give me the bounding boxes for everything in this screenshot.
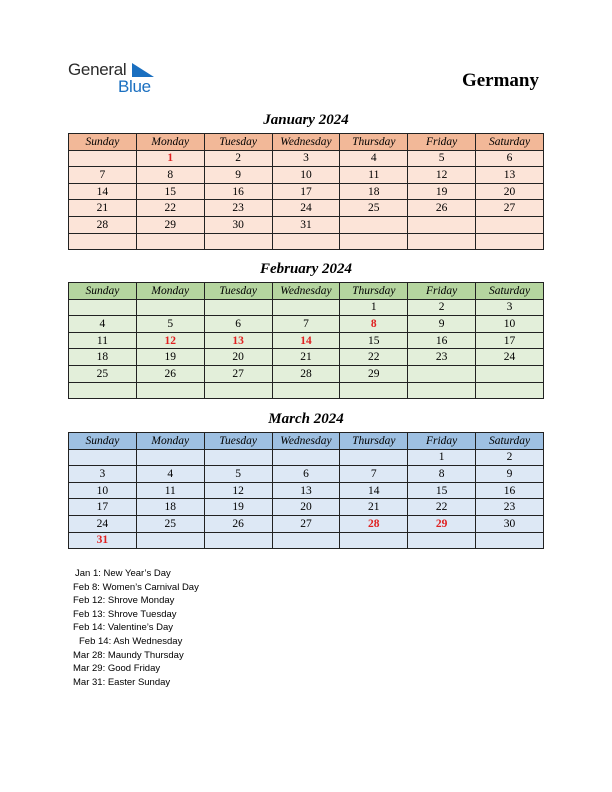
day-cell: 13 <box>476 167 544 184</box>
empty-day-cell <box>272 532 340 549</box>
week-row <box>69 482 544 499</box>
weekday-sunday: Sunday <box>69 134 137 151</box>
day-cell: 28 <box>272 365 340 382</box>
day-cell: 25 <box>340 200 408 217</box>
holiday-list-item: Mar 31: Easter Sunday <box>73 676 171 688</box>
day-cell: 9 <box>476 466 544 483</box>
day-cell: 25 <box>136 515 204 532</box>
empty-day-cell <box>204 233 272 250</box>
day-cell: 4 <box>136 466 204 483</box>
day-cell: 15 <box>408 482 476 499</box>
day-cell: 9 <box>408 316 476 333</box>
calendar-body <box>69 150 544 250</box>
weekday-tuesday: Tuesday <box>204 134 272 151</box>
day-cell: 31 <box>272 216 340 233</box>
day-cell: 7 <box>69 167 137 184</box>
holiday-day-cell: 28 <box>340 515 408 532</box>
day-cell: 30 <box>204 216 272 233</box>
generalblue-logo <box>68 60 168 96</box>
day-cell: 16 <box>204 183 272 200</box>
weekday-header <box>69 433 544 450</box>
week-row <box>69 299 544 316</box>
empty-day-cell <box>136 233 204 250</box>
day-cell: 15 <box>136 183 204 200</box>
day-cell: 8 <box>136 167 204 184</box>
empty-day-cell <box>136 532 204 549</box>
day-cell: 4 <box>69 316 137 333</box>
day-cell: 3 <box>476 299 544 316</box>
day-cell: 16 <box>476 482 544 499</box>
holiday-list-item: Mar 29: Good Friday <box>73 663 161 675</box>
calendar-january <box>68 133 544 250</box>
holiday-list-item: Jan 1: New Year’s Day <box>75 568 171 579</box>
day-cell: 23 <box>204 200 272 217</box>
month-title-march: March 2024 <box>268 411 344 427</box>
empty-day-cell <box>340 449 408 466</box>
weekday-saturday: Saturday <box>476 433 544 450</box>
empty-day-cell <box>476 233 544 250</box>
day-cell: 11 <box>340 167 408 184</box>
week-row <box>69 316 544 333</box>
weekday-tuesday: Tuesday <box>204 433 272 450</box>
day-cell: 10 <box>69 482 137 499</box>
week-row <box>69 332 544 349</box>
empty-day-cell <box>408 233 476 250</box>
holiday-day-cell: 31 <box>69 532 137 549</box>
day-cell: 5 <box>136 316 204 333</box>
day-cell: 16 <box>408 332 476 349</box>
day-cell: 6 <box>204 316 272 333</box>
day-cell: 22 <box>340 349 408 366</box>
day-cell: 1 <box>408 449 476 466</box>
day-cell: 17 <box>476 332 544 349</box>
day-cell: 9 <box>204 167 272 184</box>
day-cell: 3 <box>272 150 340 167</box>
day-cell: 23 <box>408 349 476 366</box>
day-cell: 17 <box>272 183 340 200</box>
empty-day-cell <box>340 233 408 250</box>
day-cell: 2 <box>408 299 476 316</box>
day-cell: 6 <box>272 466 340 483</box>
day-cell: 2 <box>204 150 272 167</box>
day-cell: 13 <box>272 482 340 499</box>
month-title-february: February 2024 <box>259 261 353 277</box>
week-row <box>69 200 544 217</box>
empty-day-cell <box>476 532 544 549</box>
weekday-thursday: Thursday <box>340 433 408 450</box>
empty-day-cell <box>340 216 408 233</box>
week-row <box>69 499 544 516</box>
day-cell: 10 <box>476 316 544 333</box>
day-cell: 18 <box>340 183 408 200</box>
holiday-day-cell: 12 <box>136 332 204 349</box>
country-title: Germany <box>461 70 539 91</box>
day-cell: 5 <box>204 466 272 483</box>
week-row <box>69 515 544 532</box>
day-cell: 14 <box>340 482 408 499</box>
weekday-wednesday: Wednesday <box>272 433 340 450</box>
weekday-friday: Friday <box>408 134 476 151</box>
weekday-friday: Friday <box>408 283 476 300</box>
weekday-monday: Monday <box>136 283 204 300</box>
weekday-thursday: Thursday <box>340 134 408 151</box>
empty-day-cell <box>340 532 408 549</box>
day-cell: 24 <box>272 200 340 217</box>
day-cell: 28 <box>69 216 137 233</box>
day-cell: 26 <box>408 200 476 217</box>
week-row <box>69 167 544 184</box>
day-cell: 24 <box>69 515 137 532</box>
day-cell: 22 <box>136 200 204 217</box>
day-cell: 3 <box>69 466 137 483</box>
holiday-day-cell: 14 <box>272 332 340 349</box>
empty-day-cell <box>476 216 544 233</box>
weekday-row <box>69 433 544 450</box>
holiday-day-cell: 13 <box>204 332 272 349</box>
logo-triangle-icon <box>132 63 154 77</box>
empty-day-cell <box>408 382 476 399</box>
weekday-tuesday: Tuesday <box>204 283 272 300</box>
day-cell: 19 <box>136 349 204 366</box>
holiday-list-item: Feb 12: Shrove Monday <box>73 595 175 607</box>
day-cell: 30 <box>476 515 544 532</box>
holiday-list-item: Feb 13: Shrove Tuesday <box>73 608 177 620</box>
empty-day-cell <box>476 382 544 399</box>
holiday-day-cell: 29 <box>408 515 476 532</box>
weekday-sunday: Sunday <box>69 433 137 450</box>
weekday-row <box>69 134 544 151</box>
day-cell: 18 <box>69 349 137 366</box>
day-cell: 4 <box>340 150 408 167</box>
day-cell: 27 <box>204 365 272 382</box>
day-cell: 20 <box>204 349 272 366</box>
logo-text-blue: Blue <box>118 77 151 96</box>
empty-day-cell <box>136 449 204 466</box>
week-row <box>69 449 544 466</box>
weekday-wednesday: Wednesday <box>272 283 340 300</box>
empty-day-cell <box>204 299 272 316</box>
day-cell: 7 <box>340 466 408 483</box>
empty-day-cell <box>408 365 476 382</box>
day-cell: 26 <box>136 365 204 382</box>
holiday-list-item: Mar 28: Maundy Thursday <box>73 649 184 661</box>
holiday-list-item: Feb 8: Women’s Carnival Day <box>73 581 199 593</box>
weekday-saturday: Saturday <box>476 283 544 300</box>
day-cell: 27 <box>476 200 544 217</box>
day-cell: 21 <box>69 200 137 217</box>
day-cell: 17 <box>69 499 137 516</box>
week-row <box>69 150 544 167</box>
day-cell: 20 <box>272 499 340 516</box>
empty-day-cell <box>69 449 137 466</box>
day-cell: 21 <box>340 499 408 516</box>
day-cell: 29 <box>340 365 408 382</box>
empty-day-cell <box>136 299 204 316</box>
day-cell: 19 <box>204 499 272 516</box>
holiday-list-item: Feb 14: Ash Wednesday <box>79 635 183 647</box>
day-cell: 27 <box>272 515 340 532</box>
day-cell: 11 <box>136 482 204 499</box>
empty-day-cell <box>204 532 272 549</box>
day-cell: 25 <box>69 365 137 382</box>
holiday-day-cell: 1 <box>136 150 204 167</box>
day-cell: 14 <box>69 183 137 200</box>
empty-day-cell <box>272 299 340 316</box>
day-cell: 18 <box>136 499 204 516</box>
day-cell: 10 <box>272 167 340 184</box>
day-cell: 5 <box>408 150 476 167</box>
day-cell: 2 <box>476 449 544 466</box>
day-cell: 12 <box>204 482 272 499</box>
week-row <box>69 349 544 366</box>
weekday-saturday: Saturday <box>476 134 544 151</box>
day-cell: 11 <box>69 332 137 349</box>
day-cell: 24 <box>476 349 544 366</box>
weekday-wednesday: Wednesday <box>272 134 340 151</box>
day-cell: 29 <box>136 216 204 233</box>
empty-day-cell <box>204 449 272 466</box>
day-cell: 1 <box>340 299 408 316</box>
month-title-january: January 2024 <box>263 112 349 128</box>
weekday-header <box>69 134 544 151</box>
day-cell: 20 <box>476 183 544 200</box>
empty-day-cell <box>340 382 408 399</box>
holiday-list <box>73 567 199 689</box>
weekday-sunday: Sunday <box>69 283 137 300</box>
empty-day-cell <box>69 233 137 250</box>
weekday-thursday: Thursday <box>340 283 408 300</box>
empty-day-cell <box>272 233 340 250</box>
logo-text-general: General <box>68 60 127 79</box>
day-cell: 6 <box>476 150 544 167</box>
day-cell: 21 <box>272 349 340 366</box>
empty-day-cell <box>408 532 476 549</box>
empty-day-cell <box>204 382 272 399</box>
empty-day-cell <box>272 449 340 466</box>
week-row <box>69 466 544 483</box>
weekday-row <box>69 283 544 300</box>
week-row <box>69 365 544 382</box>
calendar-body <box>69 449 544 549</box>
weekday-header <box>69 283 544 300</box>
calendar-body <box>69 299 544 399</box>
calendar-march <box>68 432 544 549</box>
week-row <box>69 216 544 233</box>
day-cell: 7 <box>272 316 340 333</box>
day-cell: 22 <box>408 499 476 516</box>
week-row <box>69 233 544 250</box>
holiday-day-cell: 8 <box>340 316 408 333</box>
weekday-friday: Friday <box>408 433 476 450</box>
day-cell: 26 <box>204 515 272 532</box>
weekday-monday: Monday <box>136 134 204 151</box>
day-cell: 12 <box>408 167 476 184</box>
week-row <box>69 382 544 399</box>
weekday-monday: Monday <box>136 433 204 450</box>
empty-day-cell <box>408 216 476 233</box>
empty-day-cell <box>136 382 204 399</box>
empty-day-cell <box>69 150 137 167</box>
calendar-february <box>68 282 544 399</box>
day-cell: 8 <box>408 466 476 483</box>
empty-day-cell <box>69 382 137 399</box>
holiday-list-item: Feb 14: Valentine’s Day <box>73 622 173 634</box>
week-row <box>69 532 544 549</box>
day-cell: 15 <box>340 332 408 349</box>
week-row <box>69 183 544 200</box>
empty-day-cell <box>272 382 340 399</box>
day-cell: 23 <box>476 499 544 516</box>
empty-day-cell <box>476 365 544 382</box>
empty-day-cell <box>69 299 137 316</box>
day-cell: 19 <box>408 183 476 200</box>
